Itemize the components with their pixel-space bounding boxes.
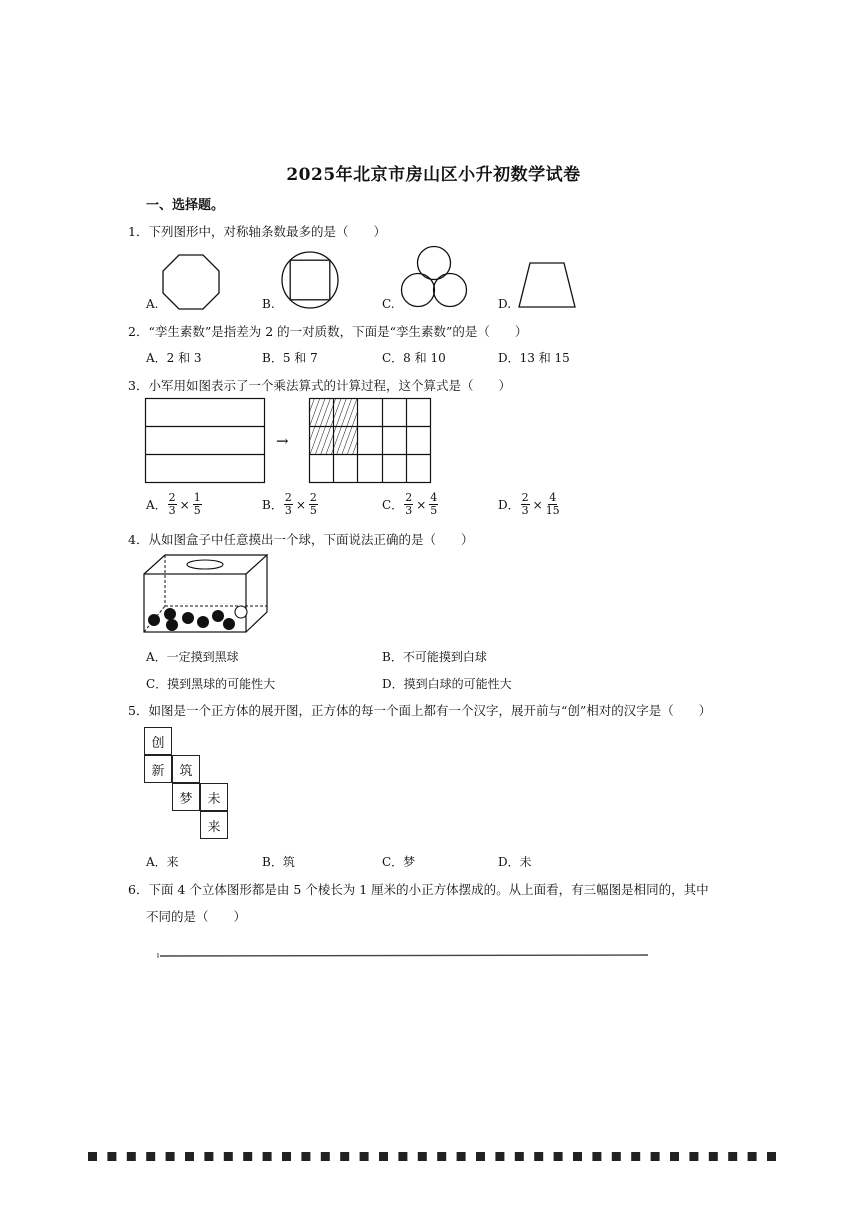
perforation-mark (282, 1152, 291, 1161)
q3-option-d[interactable]: D． $\frac{2}{3}$ × $\frac{4}{15}$ (498, 491, 560, 517)
q4-option-a[interactable]: A．一定摸到黑球 (146, 650, 239, 664)
q3-option-b[interactable]: B． $\frac{2}{3}$ × $\frac{2}{5}$ (262, 491, 317, 517)
perforation-mark (437, 1152, 446, 1161)
q4-option-d[interactable]: D．摸到白球的可能性大 (382, 677, 512, 691)
q4-ball-box-figure (143, 554, 271, 636)
perforation-mark (515, 1152, 524, 1161)
perforation-mark (107, 1152, 116, 1161)
q3-option-d-fraction-2: $\frac{4}{15}$ (545, 491, 560, 517)
perforation-mark (88, 1152, 97, 1161)
perforation-mark (612, 1152, 621, 1161)
q1-option-d[interactable]: D. (498, 297, 512, 311)
q3-option-d-label: D． (498, 498, 520, 512)
perforation-mark (379, 1152, 388, 1161)
q4-option-c[interactable]: C．摸到黑球的可能性大 (146, 677, 276, 691)
perforation-mark (592, 1152, 601, 1161)
perforation-mark (418, 1152, 427, 1161)
question-6-stem-line-2: 不同的是（ ） (146, 909, 247, 924)
net-cell-chuang: 创 (144, 727, 172, 755)
q3-option-a-label: A． (146, 498, 167, 512)
perforation-mark (301, 1152, 310, 1161)
question-2-stem: 2．“孪生素数”是指差为 2 的一对质数，下面是“孪生素数”的是（ ） (128, 324, 528, 339)
q3-option-d-fraction-1: $\frac{2}{3}$ (521, 491, 529, 517)
section-heading: 一、选择题。 (146, 198, 225, 213)
q3-option-c-fraction-2: $\frac{4}{5}$ (430, 491, 438, 517)
q1-octagon-figure (162, 254, 220, 310)
q3-option-a-fraction-1: $\frac{2}{3}$ (168, 491, 176, 517)
question-3-stem: 3．小军用如图表示了一个乘法算式的计算过程，这个算式是（ ） (128, 378, 511, 393)
net-cell-lai: 来 (200, 811, 228, 839)
q2-option-c[interactable]: C．8 和 10 (382, 351, 446, 365)
q5-option-d[interactable]: D．未 (498, 855, 532, 869)
q1-three-circles-figure (400, 245, 468, 309)
question-1-stem: 1．下列图形中，对称轴条数最多的是（ ） (128, 224, 386, 239)
perforation-mark (631, 1152, 640, 1161)
perforation-mark (728, 1152, 737, 1161)
perforation-mark (709, 1152, 718, 1161)
question-4-stem: 4．从如图盒子中任意摸出一个球，下面说法正确的是（ ） (128, 532, 474, 547)
q5-option-b[interactable]: B．筑 (262, 855, 295, 869)
perforation-mark (573, 1152, 582, 1161)
perforation-mark (670, 1152, 679, 1161)
perforation-mark (224, 1152, 233, 1161)
q3-option-b-fraction-1: $\frac{2}{3}$ (284, 491, 292, 517)
q1-option-a[interactable]: A. (146, 297, 159, 311)
q1-option-b[interactable]: B. (262, 297, 275, 311)
question-5-stem: 5．如图是一个正方体的展开图，正方体的每一个面上都有一个汉字，展开前与“创”相对的汉字是（ ） (128, 703, 712, 718)
q3-grid-rectangle-figure (309, 398, 432, 484)
perforation-mark (495, 1152, 504, 1161)
q6-figure-divider-line (158, 950, 650, 960)
q5-option-a[interactable]: A．来 (146, 855, 179, 869)
q3-option-c-label: C． (382, 498, 404, 512)
paper-title: 2025年北京市房山区小升初数学试卷 (286, 165, 581, 185)
net-cell-zhu: 筑 (172, 755, 200, 783)
net-cell-wei: 未 (200, 783, 228, 811)
q3-option-b-label: B． (262, 498, 283, 512)
q2-option-a[interactable]: A．2 和 3 (146, 351, 202, 365)
page-footer-perforation (88, 1150, 788, 1164)
perforation-mark (146, 1152, 155, 1161)
perforation-mark (398, 1152, 407, 1161)
perforation-mark (340, 1152, 349, 1161)
perforation-mark (263, 1152, 272, 1161)
question-6-stem-line-1: 6．下面 4 个立体图形都是由 5 个棱长为 1 厘米的小正方体摆成的。从上面看，有三幅图是相同的，其中 (128, 882, 709, 897)
q3-arrow: → (276, 432, 289, 450)
perforation-mark (360, 1152, 369, 1161)
perforation-mark (534, 1152, 543, 1161)
perforation-mark (204, 1152, 213, 1161)
perforation-mark (554, 1152, 563, 1161)
q3-option-b-fraction-2: $\frac{2}{5}$ (309, 491, 317, 517)
perforation-mark (185, 1152, 194, 1161)
net-cell-meng: 梦 (172, 783, 200, 811)
q3-option-a-fraction-2: $\frac{1}{5}$ (193, 491, 201, 517)
q5-option-c[interactable]: C．梦 (382, 855, 416, 869)
q2-option-b[interactable]: B．5 和 7 (262, 351, 318, 365)
perforation-mark (689, 1152, 698, 1161)
perforation-mark (476, 1152, 485, 1161)
perforation-mark (651, 1152, 660, 1161)
q1-trapezoid-figure (518, 262, 576, 308)
perforation-mark (127, 1152, 136, 1161)
perforation-mark (321, 1152, 330, 1161)
q4-option-b[interactable]: B．不可能摸到白球 (382, 650, 487, 664)
q3-option-c[interactable]: C． $\frac{2}{3}$ × $\frac{4}{5}$ (382, 491, 438, 517)
q3-thirds-rectangle-figure (145, 398, 266, 484)
net-cell-xin: 新 (144, 755, 172, 783)
q1-option-c[interactable]: C. (382, 297, 395, 311)
perforation-mark (767, 1152, 776, 1161)
q1-circle-square-figure (280, 250, 340, 310)
q3-option-a[interactable]: A． $\frac{2}{3}$ × $\frac{1}{5}$ (146, 491, 201, 517)
perforation-mark (748, 1152, 757, 1161)
perforation-mark (457, 1152, 466, 1161)
q3-option-c-fraction-1: $\frac{2}{3}$ (405, 491, 413, 517)
perforation-mark (243, 1152, 252, 1161)
perforation-mark (166, 1152, 175, 1161)
q2-option-d[interactable]: D．13 和 15 (498, 351, 570, 365)
